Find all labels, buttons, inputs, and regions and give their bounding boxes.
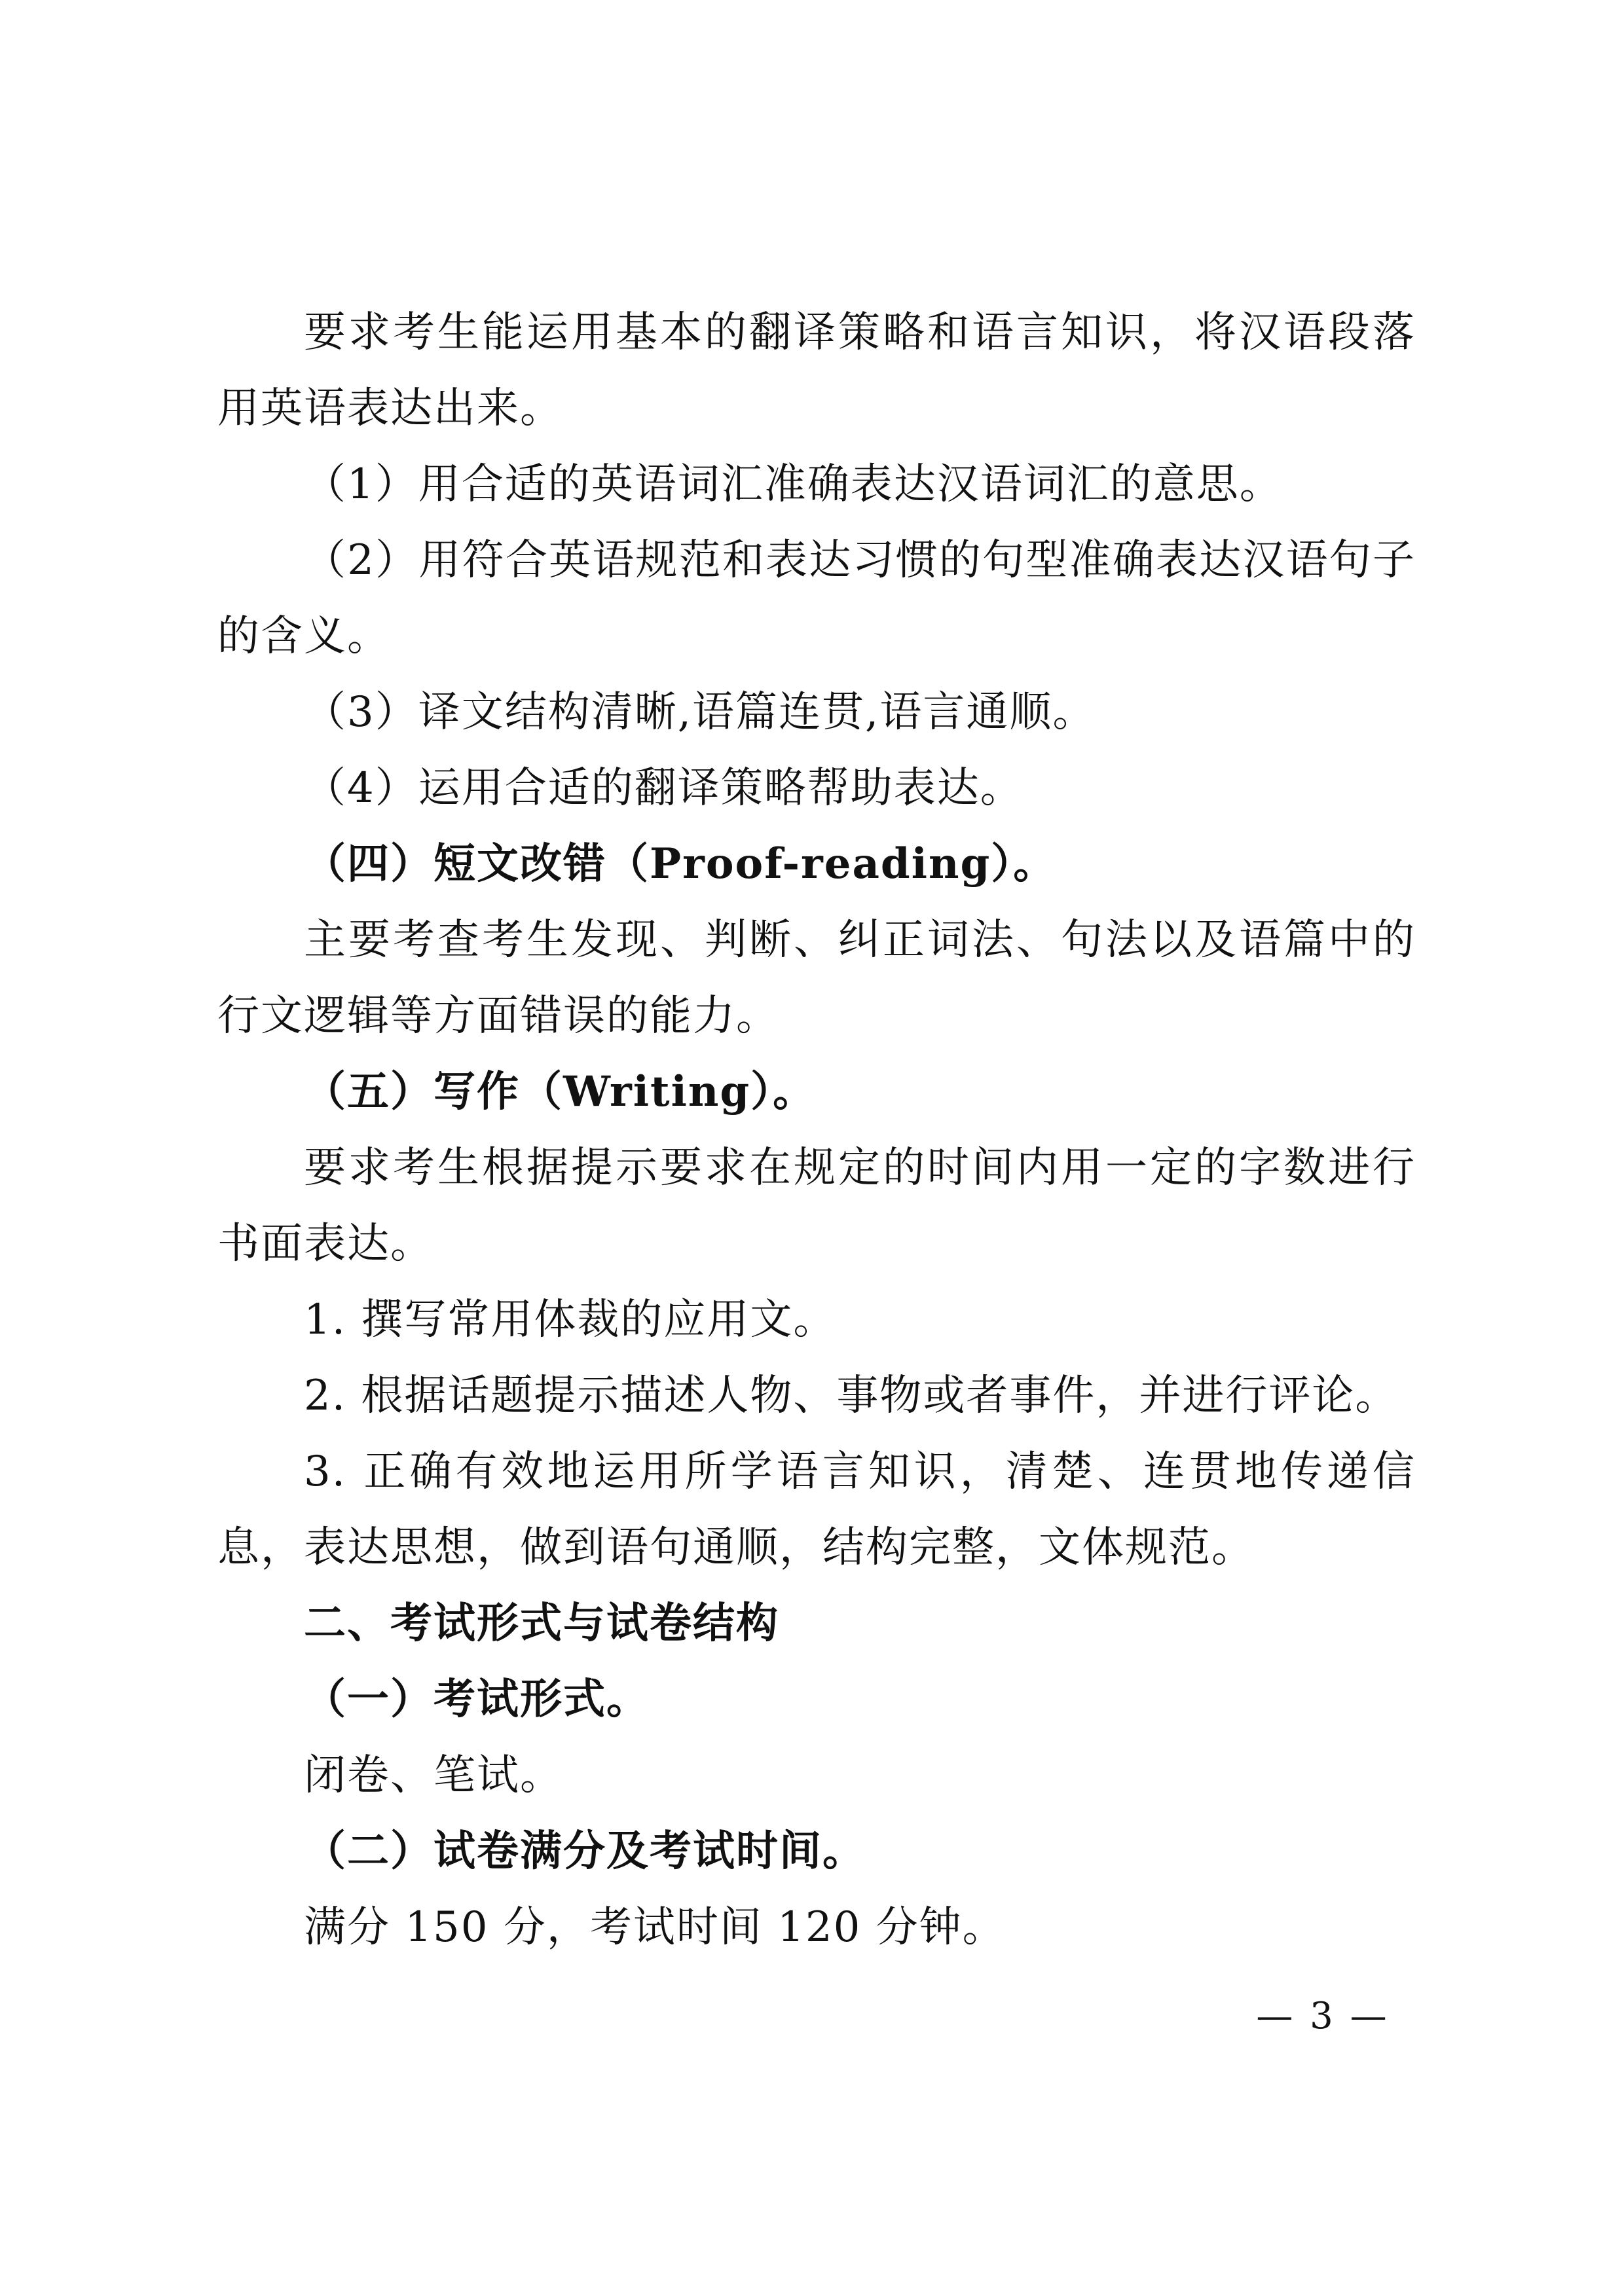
writing-item-2: 2. 根据话题提示描述人物、事物或者事件，并进行评论。 [304,1372,1399,1420]
translation-item-3: （3）译文结构清晰,语篇连贯,语言通顺。 [304,688,1096,737]
document-body [217,295,1416,1965]
score-time-heading: （二）试卷满分及考试时间。 [304,1827,866,1876]
translation-requirement-paragraph: 要求考生能运用基本的翻译策略和语言知识，将汉语段落用英语表达出来。 [217,308,1416,433]
exam-format-section-heading: 二、考试形式与试卷结构 [304,1599,779,1648]
proofreading-heading: （四）短文改错（Proof-reading）。 [304,839,1057,888]
writing-heading: （五）写作（Writing）。 [304,1067,817,1116]
writing-description: 要求考生根据提示要求在规定的时间内用一定的字数进行书面表达。 [217,1144,1416,1268]
page-number: — 3 — [1256,1995,1390,2037]
exam-form-description: 闭卷、笔试。 [304,1751,563,1800]
writing-item-1: 1. 撰写常用体裁的应用文。 [304,1296,837,1344]
score-time-description: 满分 150 分，考试时间 120 分钟。 [304,1903,1006,1952]
exam-form-heading: （一）考试形式。 [304,1675,650,1724]
writing-item-3: 3. 正确有效地运用所学语言知识，清楚、连贯地传递信息，表达思想，做到语句通顺，结构完整，文体规范。 [217,1448,1416,1572]
translation-item-4: （4）运用合适的翻译策略帮助表达。 [304,764,1024,812]
proofreading-description: 主要考查考生发现、判断、纠正词法、句法以及语篇中的行文逻辑等方面错误的能力。 [217,916,1416,1040]
translation-item-1: （1）用合适的英语词汇准确表达汉语词汇的意思。 [304,460,1283,509]
translation-item-2: （2）用符合英语规范和表达习惯的句型准确表达汉语句子的含义。 [217,536,1416,661]
